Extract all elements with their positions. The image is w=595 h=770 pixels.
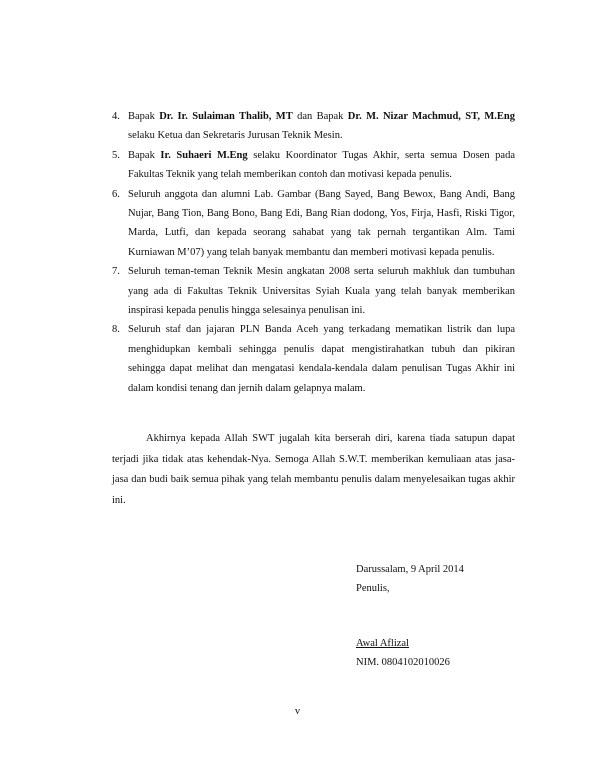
author-name: Awal Aflizal bbox=[356, 638, 409, 649]
signature-space bbox=[356, 598, 516, 635]
list-item-text: Seluruh teman-teman Teknik Mesin angkatan 2008 serta seluruh makhluk dan tumbuhan yang ada di Fakultas Teknik Universitas Syiah Kuala yang telah banyak memberikan inspirasi kepada penulis hingga selesainya penulisan ini. bbox=[128, 266, 515, 317]
list-item-number: 4. bbox=[112, 111, 120, 122]
bold-name-text: Ir. Suhaeri M.Eng bbox=[160, 149, 248, 161]
list-item bbox=[112, 262, 515, 320]
list-item-text: Bapak bbox=[128, 149, 161, 161]
author-role: Penulis, bbox=[356, 582, 390, 594]
closing-paragraph: Akhirnya kepada Allah SWT jugalah kita berserah diri, karena tiada satupun dapat terjadi jika tidak atas kehendak-Nya. Semoga Allah S.W.T. memberikan kemuliaan atas jasa-jasa dan budi baik semua pihak yang telah membantu penulis dalam menyelesaikan tugas akhir ini. bbox=[112, 433, 515, 506]
list-item bbox=[112, 320, 515, 398]
list-item-number: 5. bbox=[112, 149, 120, 161]
bold-name-text: Dr. Ir. Sulaiman Thalib, MT bbox=[159, 111, 293, 122]
place-date: Darussalam, 9 April 2014 bbox=[356, 564, 464, 575]
page-number: v bbox=[294, 706, 301, 717]
acknowledgement-list bbox=[112, 107, 515, 398]
bold-name-text: Dr. M. Nizar Machmud, ST, M.Eng bbox=[347, 111, 515, 122]
list-item-number: 8. bbox=[112, 324, 120, 336]
list-item-number: 6. bbox=[112, 188, 120, 200]
list-item-text: dan Bapak bbox=[292, 111, 348, 122]
list-item-number: 7. bbox=[112, 266, 120, 278]
list-item-text: Bapak bbox=[128, 111, 160, 122]
list-item bbox=[112, 107, 515, 146]
author-nim: NIM. 0804102010026 bbox=[356, 656, 450, 668]
signature-block bbox=[356, 561, 516, 672]
list-item-text: selaku Koordinator Tugas Akhir, serta semua Dosen pada Fakultas Teknik yang telah memberikan contoh dan motivasi kepada penulis. bbox=[128, 149, 515, 181]
list-item-text: Seluruh staf dan jajaran PLN Banda Aceh yang terkadang mematikan listrik dan lupa menghidupkan kembali sehingga penulis dapat mengistirahatkan tubuh dan pikiran sehingga dapat melihat dan mengatasi kendala-kendala dalam penulisan Tugas Akhir ini dalam kondisi tenang dan jernih dalam gelapnya malam. bbox=[128, 324, 515, 394]
list-item-text: Seluruh anggota dan alumni Lab. Gambar (Bang Sayed, Bang Bewox, Bang Andi, Bang Nujar, Bang Tion, Bang Bono, Bang Edi, Bang Rian dodong, Yos, Firja, Hasfi, Riski Tigor, Marda, Lutfi, dan kepada seorang sahabat yang tak pernah tergantikan Alm. Tami Kurniawan M’07) yang telah banyak membantu dan memberi motivasi kepada penulis. bbox=[128, 188, 515, 258]
list-item-text: selaku Ketua dan Sekretaris Jurusan Teknik Mesin. bbox=[128, 130, 343, 142]
list-item bbox=[112, 185, 515, 263]
list-item bbox=[112, 146, 515, 185]
